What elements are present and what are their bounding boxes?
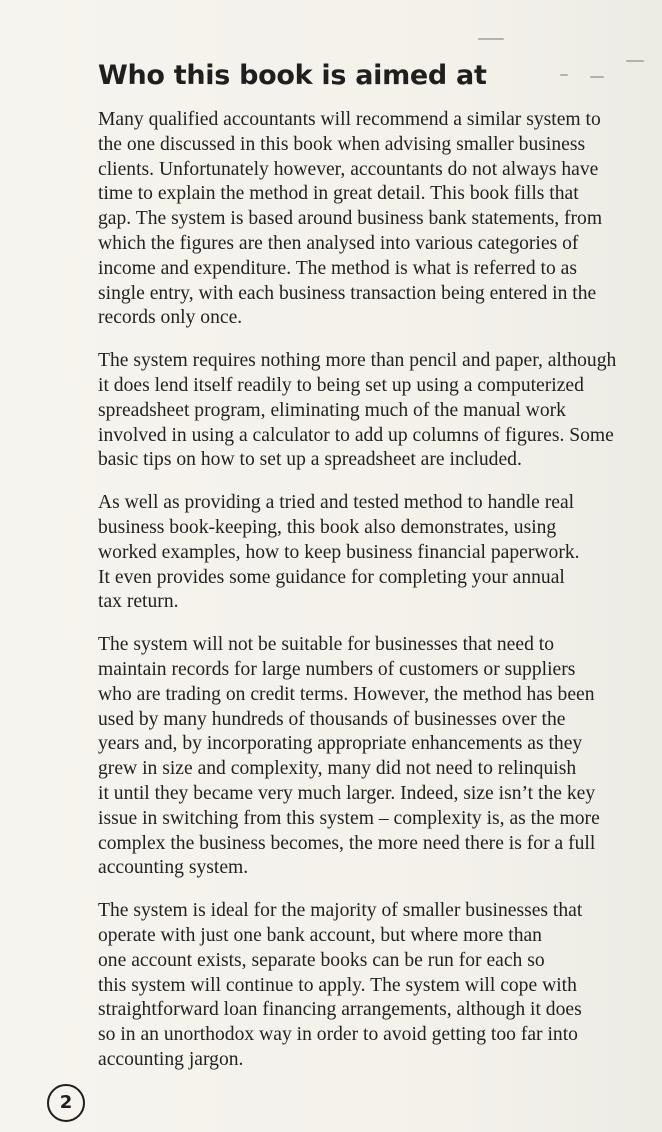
- text-line: straightforward loan financing arrangements, although it does: [98, 999, 582, 1021]
- text-line: spreadsheet program, eliminating much of the manual work: [98, 399, 566, 421]
- text-line: single entry, with each business transaction being entered in the: [98, 282, 597, 304]
- paragraph: [98, 633, 658, 881]
- text-line: so in an unorthodox way in order to avoid getting too far into: [98, 1024, 578, 1046]
- text-line: tax return.: [98, 591, 179, 613]
- text-line: which the figures are then analysed into various categories of: [98, 232, 579, 254]
- text-line: Many qualified accountants will recommend a similar system to: [98, 109, 601, 130]
- text-line: The system requires nothing more than pencil and paper, although: [98, 350, 617, 372]
- text-line: It even provides some guidance for completing your annual: [98, 566, 565, 588]
- text-line: As well as providing a tried and tested method to handle real: [98, 492, 575, 514]
- text-line: maintain records for large numbers of customers or suppliers: [98, 658, 576, 680]
- text-line: income and expenditure. The method is what is referred to as: [98, 257, 577, 279]
- ink-smudge: [560, 74, 568, 76]
- text-line: issue in switching from this system – complexity is, as the more: [98, 807, 600, 829]
- text-line: worked examples, how to keep business financial paperwork.: [98, 541, 580, 563]
- ink-smudge: [590, 76, 604, 78]
- text-line: business book-keeping, this book also demonstrates, using: [98, 516, 557, 538]
- text-line: it does lend itself readily to being set up using a computerized: [98, 374, 584, 396]
- paragraph: [98, 491, 658, 615]
- text-line: accounting jargon.: [98, 1048, 244, 1070]
- text-line: it until they became very much larger. Indeed, size isn’t the key: [98, 782, 596, 804]
- text-line: involved in using a calculator to add up columns of figures. Some: [98, 424, 614, 446]
- paragraph: [98, 349, 658, 473]
- text-line: operate with just one bank account, but where more than: [98, 924, 542, 946]
- text-line: used by many hundreds of thousands of businesses over the: [98, 708, 566, 730]
- text-line: complex the business becomes, the more need there is for a full: [98, 832, 596, 854]
- page-number: 2: [47, 1084, 85, 1122]
- ink-smudge: [626, 60, 644, 62]
- text-line: The system will not be suitable for businesses that need to: [98, 634, 555, 656]
- text-line: records only once.: [98, 307, 243, 329]
- section-heading: Who this book is aimed at: [98, 60, 487, 91]
- text-line: years and, by incorporating appropriate enhancements as they: [98, 733, 583, 755]
- text-line: gap. The system is based around business bank statements, from: [98, 208, 603, 230]
- text-line: time to explain the method in great detail. This book fills that: [98, 183, 579, 205]
- text-line: this system will continue to apply. The system will cope with: [98, 974, 577, 996]
- paragraph: [98, 108, 658, 331]
- paragraph: [98, 899, 658, 1073]
- body-text: [98, 108, 658, 1091]
- text-line: the one discussed in this book when advising smaller business: [98, 133, 586, 155]
- text-line: The system is ideal for the majority of smaller businesses that: [98, 900, 583, 922]
- text-line: accounting system.: [98, 857, 249, 879]
- text-line: grew in size and complexity, many did not need to relinquish: [98, 758, 577, 780]
- text-line: basic tips on how to set up a spreadsheet are included.: [98, 449, 522, 471]
- text-line: one account exists, separate books can be run for each so: [98, 949, 545, 971]
- text-line: clients. Unfortunately however, accountants do not always have: [98, 158, 599, 180]
- ink-smudge: [478, 38, 504, 40]
- text-line: who are trading on credit terms. However, the method has been: [98, 683, 595, 705]
